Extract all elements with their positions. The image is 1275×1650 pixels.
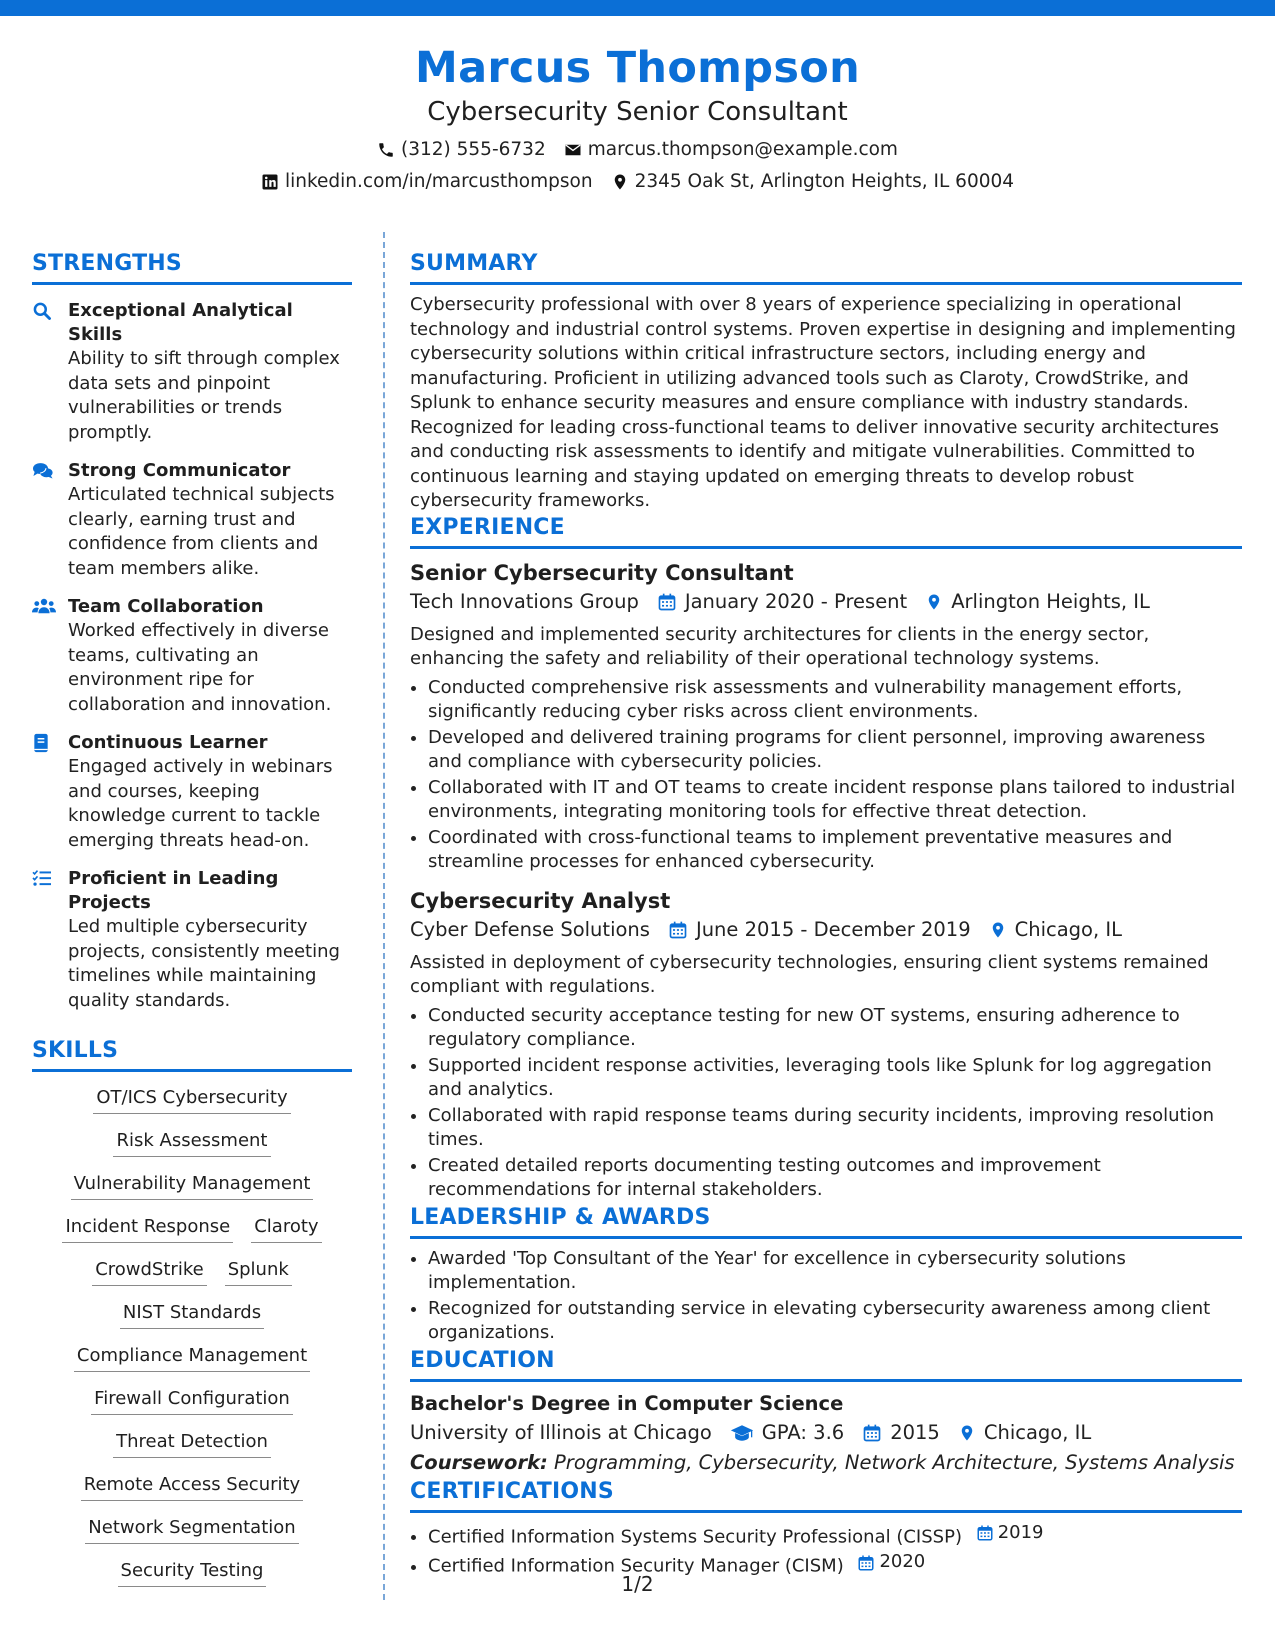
phone-contact[interactable] <box>377 138 546 162</box>
school-location: Chicago, IL <box>983 1420 1092 1444</box>
degree-title: Bachelor's Degree in Computer Science <box>410 1391 844 1415</box>
users-icon <box>32 597 56 615</box>
leadership-list <box>410 1247 1242 1346</box>
calendar-icon <box>976 1524 994 1542</box>
skill-tag: Security Testing <box>118 1559 267 1587</box>
resume-header <box>0 40 1275 194</box>
strength-item <box>32 731 352 853</box>
certification-year: 2019 <box>997 1521 1044 1543</box>
job-bullet: • Coordinated with cross-functional teams to implement preventative measures and streamline processes for enhanced cybersecurity. <box>428 826 1242 875</box>
skill-tag: Risk Assessment <box>113 1129 270 1157</box>
job-bullet: • Collaborated with IT and OT teams to create incident response plans tailored to industrial environments, integrating monitoring tools for effective threat detection. <box>428 776 1242 825</box>
job-dates: June 2015 - December 2019 <box>695 917 971 941</box>
candidate-name: Marcus Thompson <box>415 43 860 93</box>
strengths-heading: STRENGTHS <box>32 250 352 285</box>
linkedin-icon <box>261 173 279 191</box>
linkedin-text: linkedin.com/in/marcusthompson <box>284 171 593 192</box>
job-bullet: • Conducted security acceptance testing for new OT systems, ensuring adherence to regulatory compliance. <box>428 1004 1242 1053</box>
skill-tag: Claroty <box>251 1215 321 1243</box>
certification-item <box>428 1521 1242 1550</box>
job-bullet: • Conducted comprehensive risk assessments and vulnerability management efforts, significantly reducing cyber risks across client environments. <box>428 676 1242 725</box>
coursework-line <box>410 1448 1242 1478</box>
skill-tag: Splunk <box>225 1258 292 1286</box>
contact-row-2 <box>0 170 1275 194</box>
job-entry <box>410 559 1242 875</box>
column-divider <box>383 232 385 1600</box>
strength-title: Exceptional Analytical Skills <box>68 300 293 345</box>
strength-desc: Led multiple cybersecurity projects, consistently meeting timelines while maintaining quality standards. <box>68 916 340 1011</box>
company-name: Cyber Defense Solutions <box>410 917 650 941</box>
certification-year: 2020 <box>879 1551 926 1573</box>
job-bullets <box>410 1004 1242 1203</box>
gpa-text: GPA: 3.6 <box>761 1420 845 1444</box>
address-contact <box>611 170 1014 194</box>
leadership-item: • Awarded 'Top Consultant of the Year' for excellence in cybersecurity solutions implementation. <box>428 1247 1242 1296</box>
chat-icon <box>32 461 54 481</box>
email-text: marcus.thompson@example.com <box>587 139 898 160</box>
skills-list <box>32 1086 352 1587</box>
skill-tag: Compliance Management <box>74 1344 310 1372</box>
certifications-list <box>410 1521 1242 1580</box>
leadership-item: • Recognized for outstanding service in elevating cybersecurity awareness among client organizations. <box>428 1297 1242 1346</box>
strength-title: Continuous Learner <box>68 732 268 753</box>
school-name: University of Illinois at Chicago <box>410 1420 712 1444</box>
calendar-icon <box>657 592 677 612</box>
strength-item <box>32 459 352 581</box>
skill-tag: Firewall Configuration <box>91 1387 293 1415</box>
strength-title: Strong Communicator <box>68 460 291 481</box>
map-pin-icon <box>989 920 1007 940</box>
job-location: Chicago, IL <box>1014 917 1122 941</box>
job-bullet: • Supported incident response activities, leveraging tools like Splunk for log aggregation and analytics. <box>428 1054 1242 1103</box>
calendar-icon <box>668 920 688 940</box>
search-icon <box>32 301 52 321</box>
coursework-text: Programming, Cybersecurity, Network Architecture, Systems Analysis <box>554 1450 1235 1474</box>
envelope-icon <box>564 141 582 159</box>
book-icon <box>32 733 50 753</box>
skills-heading: SKILLS <box>32 1037 352 1072</box>
skill-tag: NIST Standards <box>120 1301 264 1329</box>
graduation-cap-icon <box>730 1424 754 1442</box>
job-dates: January 2020 - Present <box>684 589 908 613</box>
leadership-heading: LEADERSHIP & AWARDS <box>410 1204 1242 1239</box>
phone-icon <box>377 141 395 159</box>
strength-item <box>32 595 352 717</box>
job-title: Senior Cybersecurity Consultant <box>410 560 794 585</box>
job-bullets <box>410 676 1242 875</box>
skill-tag: Remote Access Security <box>81 1473 303 1501</box>
strength-item <box>32 299 352 445</box>
job-meta <box>410 587 1242 617</box>
education-meta <box>410 1418 1242 1448</box>
skill-tag: Vulnerability Management <box>71 1172 314 1200</box>
job-meta <box>410 915 1242 945</box>
certification-name: Certified Information Systems Security Professional (CISSP) <box>428 1525 962 1547</box>
linkedin-contact[interactable] <box>261 170 593 194</box>
calendar-icon <box>857 1554 875 1572</box>
skill-tag: CrowdStrike <box>92 1258 206 1286</box>
strength-title: Proficient in Leading Projects <box>68 868 279 913</box>
left-column <box>32 250 352 1587</box>
map-pin-icon <box>611 173 629 191</box>
certifications-heading: CERTIFICATIONS <box>410 1478 1242 1513</box>
graduation-year: 2015 <box>890 1420 940 1444</box>
skill-tag: Incident Response <box>62 1215 233 1243</box>
job-title: Cybersecurity Analyst <box>410 888 671 913</box>
job-description: Designed and implemented security architectures for clients in the energy sector, enhancing the safety and reliability of their operational technology systems. <box>410 623 1150 669</box>
coursework-label: Coursework: <box>410 1450 548 1474</box>
candidate-title: Cybersecurity Senior Consultant <box>427 97 848 127</box>
skill-tag: Threat Detection <box>113 1430 271 1458</box>
phone-text: (312) 555-6732 <box>401 139 546 160</box>
job-bullet: • Collaborated with rapid response teams during security incidents, improving resolution times. <box>428 1104 1242 1153</box>
job-bullet: • Developed and delivered training programs for client personnel, improving awareness and compliance with cybersecurity policies. <box>428 726 1242 775</box>
strength-desc: Articulated technical subjects clearly, earning trust and confidence from clients and team members alike. <box>68 484 335 579</box>
tasks-icon <box>32 869 52 887</box>
map-pin-icon <box>925 592 943 612</box>
page-number: 1/2 <box>621 1572 654 1596</box>
strength-item <box>32 867 352 1013</box>
job-bullet: • Created detailed reports documenting testing outcomes and improvement recommendations for internal stakeholders. <box>428 1154 1242 1203</box>
education-heading: EDUCATION <box>410 1347 1242 1382</box>
address-text: 2345 Oak St, Arlington Heights, IL 60004 <box>634 171 1015 192</box>
email-contact[interactable] <box>564 138 898 162</box>
strength-desc: Worked effectively in diverse teams, cultivating an environment ripe for collaboration and innovation. <box>68 620 332 715</box>
top-accent-bar <box>0 0 1275 16</box>
skill-tag: OT/ICS Cybersecurity <box>93 1086 290 1114</box>
certification-name: Certified Information Security Manager (CISM) <box>428 1555 844 1577</box>
strength-desc: Engaged actively in webinars and courses, keeping knowledge current to tackle emerging threats head-on. <box>68 756 333 851</box>
summary-text: Cybersecurity professional with over 8 years of experience specializing in operational technology and industrial control systems. Proven expertise in designing and implementing cybersecurity solutions within critical infrastructure sectors, including energy and manufacturing. Proficient in utilizing advanced tools such as Claroty, CrowdStrike, and Splunk to enhance security measures and ensure compliance with industry standards. Recognized for leading cross-functional teams to deliver innovative security architectures and conducting risk assessments to identify and mitigate vulnerabilities. Committed to continuous learning and staying updated on emerging threats to develop robust cybersecurity frameworks. <box>410 294 1236 511</box>
job-location: Arlington Heights, IL <box>951 589 1150 613</box>
strength-desc: Ability to sift through complex data sets and pinpoint vulnerabilities or trends promptly. <box>68 348 340 443</box>
company-name: Tech Innovations Group <box>410 589 639 613</box>
contact-row-1 <box>0 138 1275 162</box>
experience-heading: EXPERIENCE <box>410 514 1242 549</box>
job-description: Assisted in deployment of cybersecurity technologies, ensuring client systems remained compliant with regulations. <box>410 951 1209 997</box>
strength-title: Team Collaboration <box>68 596 264 617</box>
calendar-icon <box>862 1423 882 1443</box>
right-column <box>410 250 1242 1580</box>
map-pin-icon <box>958 1423 976 1443</box>
job-entry <box>410 887 1242 1203</box>
skill-tag: Network Segmentation <box>85 1516 298 1544</box>
summary-heading: SUMMARY <box>410 250 1242 285</box>
